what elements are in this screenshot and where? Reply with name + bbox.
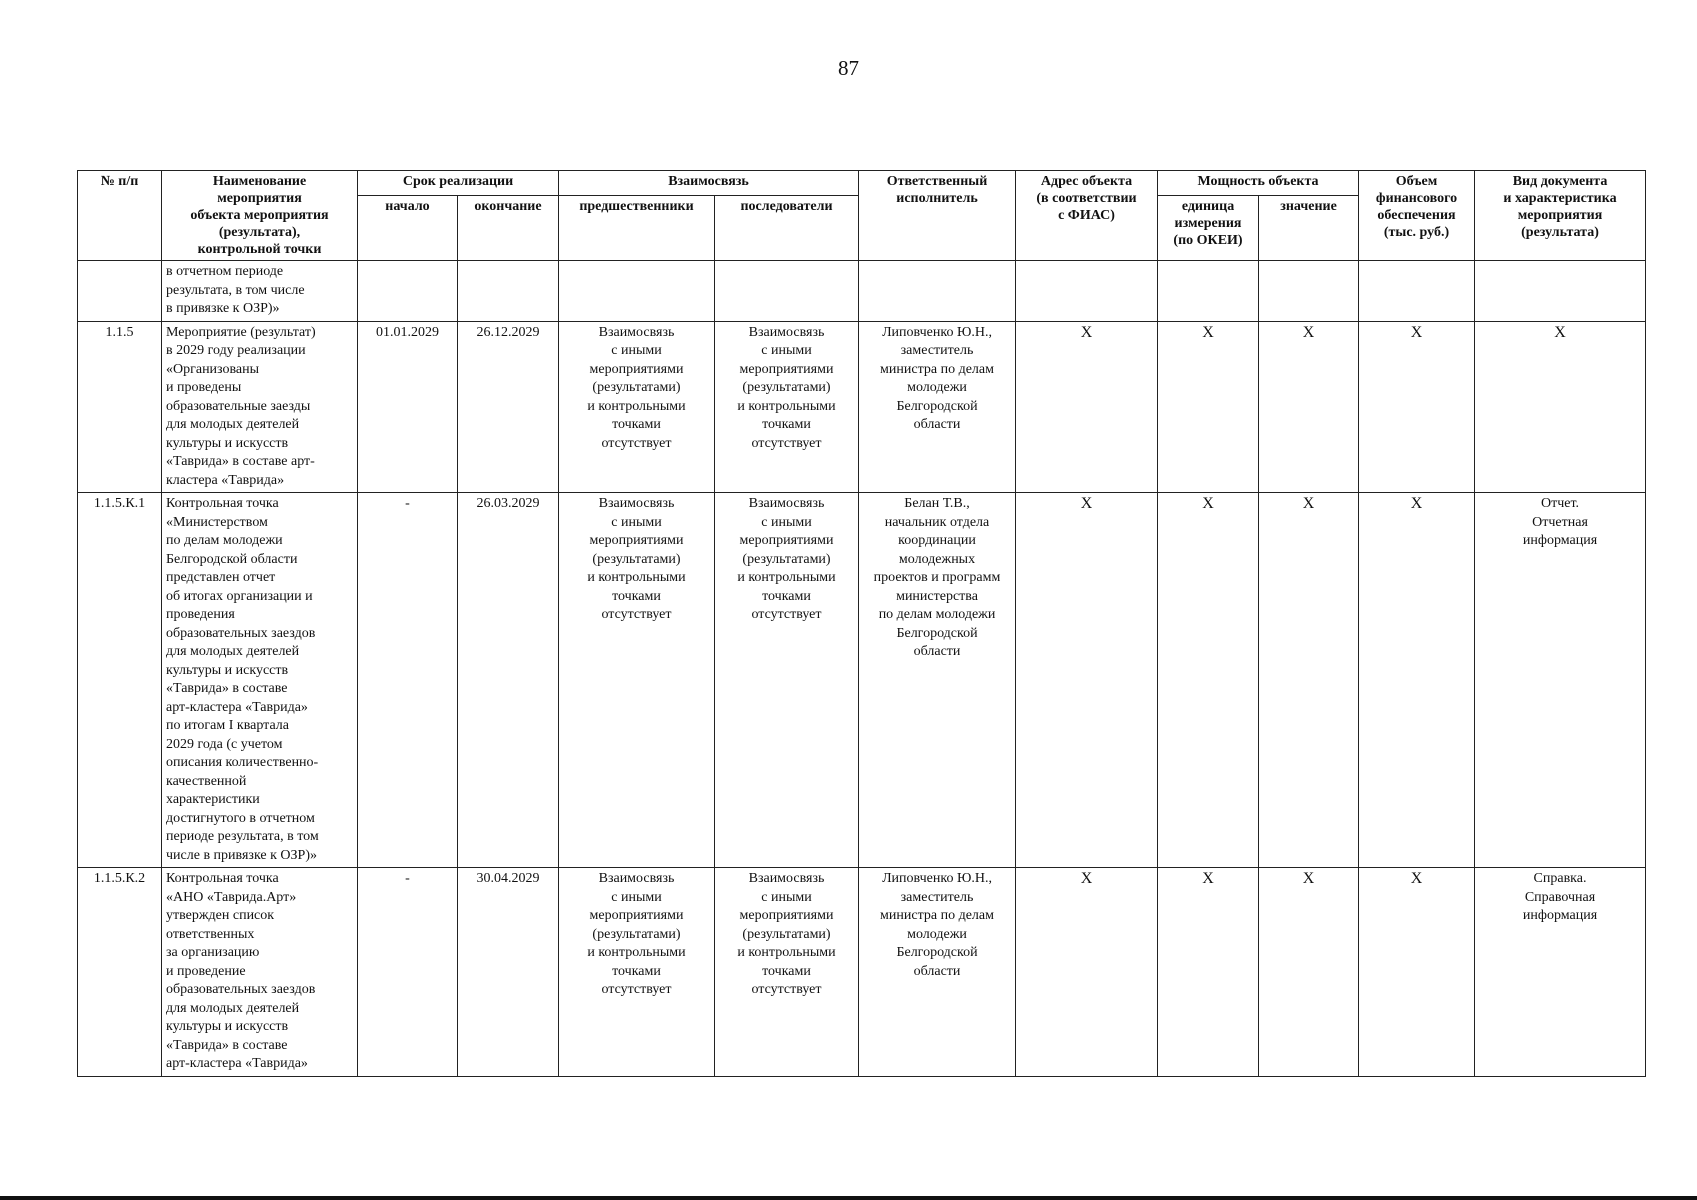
table-header	[78, 171, 1646, 261]
cell-successors: Взаимосвязь с иными мероприятиями (результатами) и контрольными точками отсутствует	[715, 321, 859, 493]
cell-responsible: Липовченко Ю.Н., заместитель министра по делам молодежи Белгородской области	[859, 321, 1016, 493]
header-value: значение	[1259, 196, 1359, 261]
cell-end: 26.03.2029	[458, 493, 559, 868]
cell-doc: Отчет. Отчетная информация	[1475, 493, 1646, 868]
header-successors: последователи	[715, 196, 859, 261]
cell-num: 1.1.5	[78, 321, 162, 493]
cell-responsible	[859, 261, 1016, 322]
cell-responsible: Липовченко Ю.Н., заместитель министра по делам молодежи Белгородской области	[859, 868, 1016, 1077]
header-num: № п/п	[78, 171, 162, 261]
table-row	[78, 868, 1646, 1077]
cell-predecessors	[559, 261, 715, 322]
continuation-row	[78, 261, 1646, 322]
cell-unit: X	[1158, 321, 1259, 493]
cell-end	[458, 261, 559, 322]
header-doc: Вид документа и характеристика мероприятия (результата)	[1475, 171, 1646, 261]
header-finance: Объем финансового обеспечения (тыс. руб.)	[1359, 171, 1475, 261]
cell-start: -	[358, 493, 458, 868]
cell-name: Контрольная точка «Министерством по делам молодежи Белгородской области представлен отчет об итогах организации и проведения образовательных заездов для молодых деятелей культуры и искусств «Таврида» в составе арт-кластера «Таврида» по итогам I квартала 2029 года (с учетом описания количественно- качественной характеристики достигнутого в отчетном периоде результата, в том числе в привязке к ОЗР)»	[162, 493, 358, 868]
header-name: Наименование мероприятия объекта мероприятия (результата), контрольной точки	[162, 171, 358, 261]
scan-bottom-edge	[0, 1196, 1697, 1200]
cell-successors	[715, 261, 859, 322]
cell-predecessors: Взаимосвязь с иными мероприятиями (результатами) и контрольными точками отсутствует	[559, 868, 715, 1077]
activity-plan-table	[77, 170, 1646, 1077]
cell-name: Контрольная точка «АНО «Таврида.Арт» утвержден список ответственных за организацию и проведение образовательных заездов для молодых деятелей культуры и искусств «Таврида» в составе арт-кластера «Таврида»	[162, 868, 358, 1077]
cell-num: 1.1.5.К.1	[78, 493, 162, 868]
header-address: Адрес объекта (в соответствии с ФИАС)	[1016, 171, 1158, 261]
table-row	[78, 493, 1646, 868]
cell-num	[78, 261, 162, 322]
cell-unit: X	[1158, 493, 1259, 868]
cell-unit	[1158, 261, 1259, 322]
cell-doc	[1475, 261, 1646, 322]
cell-predecessors: Взаимосвязь с иными мероприятиями (результатами) и контрольными точками отсутствует	[559, 493, 715, 868]
header-responsible: Ответственный исполнитель	[859, 171, 1016, 261]
cell-address: X	[1016, 493, 1158, 868]
cell-successors: Взаимосвязь с иными мероприятиями (результатами) и контрольными точками отсутствует	[715, 493, 859, 868]
cell-value	[1259, 261, 1359, 322]
header-capacity: Мощность объекта	[1158, 171, 1359, 196]
cell-doc: Справка. Справочная информация	[1475, 868, 1646, 1077]
cell-end: 30.04.2029	[458, 868, 559, 1077]
cell-start: 01.01.2029	[358, 321, 458, 493]
cell-value: X	[1259, 868, 1359, 1077]
cell-value: X	[1259, 321, 1359, 493]
cell-unit: X	[1158, 868, 1259, 1077]
cell-num: 1.1.5.К.2	[78, 868, 162, 1077]
cell-start: -	[358, 868, 458, 1077]
table-row	[78, 321, 1646, 493]
cell-value: X	[1259, 493, 1359, 868]
header-predecessors: предшественники	[559, 196, 715, 261]
cell-address: X	[1016, 321, 1158, 493]
cell-predecessors: Взаимосвязь с иными мероприятиями (результатами) и контрольными точками отсутствует	[559, 321, 715, 493]
cell-start	[358, 261, 458, 322]
header-link: Взаимосвязь	[559, 171, 859, 196]
cell-finance: X	[1359, 868, 1475, 1077]
cell-address	[1016, 261, 1158, 322]
header-unit: единица измерения (по ОКЕИ)	[1158, 196, 1259, 261]
cell-responsible: Белан Т.В., начальник отдела координации молодежных проектов и программ министерства по делам молодежи Белгородской области	[859, 493, 1016, 868]
page-number: 87	[838, 56, 859, 80]
header-period: Срок реализации	[358, 171, 559, 196]
cell-successors: Взаимосвязь с иными мероприятиями (результатами) и контрольными точками отсутствует	[715, 868, 859, 1077]
cell-name: в отчетном периоде результата, в том числе в привязке к ОЗР)»	[162, 261, 358, 322]
cell-name: Мероприятие (результат) в 2029 году реализации «Организованы и проведены образовательные заезды для молодых деятелей культуры и искусств «Таврида» в составе арт- кластера «Таврида»	[162, 321, 358, 493]
cell-doc: X	[1475, 321, 1646, 493]
header-end: окончание	[458, 196, 559, 261]
header-start: начало	[358, 196, 458, 261]
cell-finance: X	[1359, 493, 1475, 868]
cell-finance: X	[1359, 321, 1475, 493]
cell-address: X	[1016, 868, 1158, 1077]
cell-finance	[1359, 261, 1475, 322]
cell-end: 26.12.2029	[458, 321, 559, 493]
